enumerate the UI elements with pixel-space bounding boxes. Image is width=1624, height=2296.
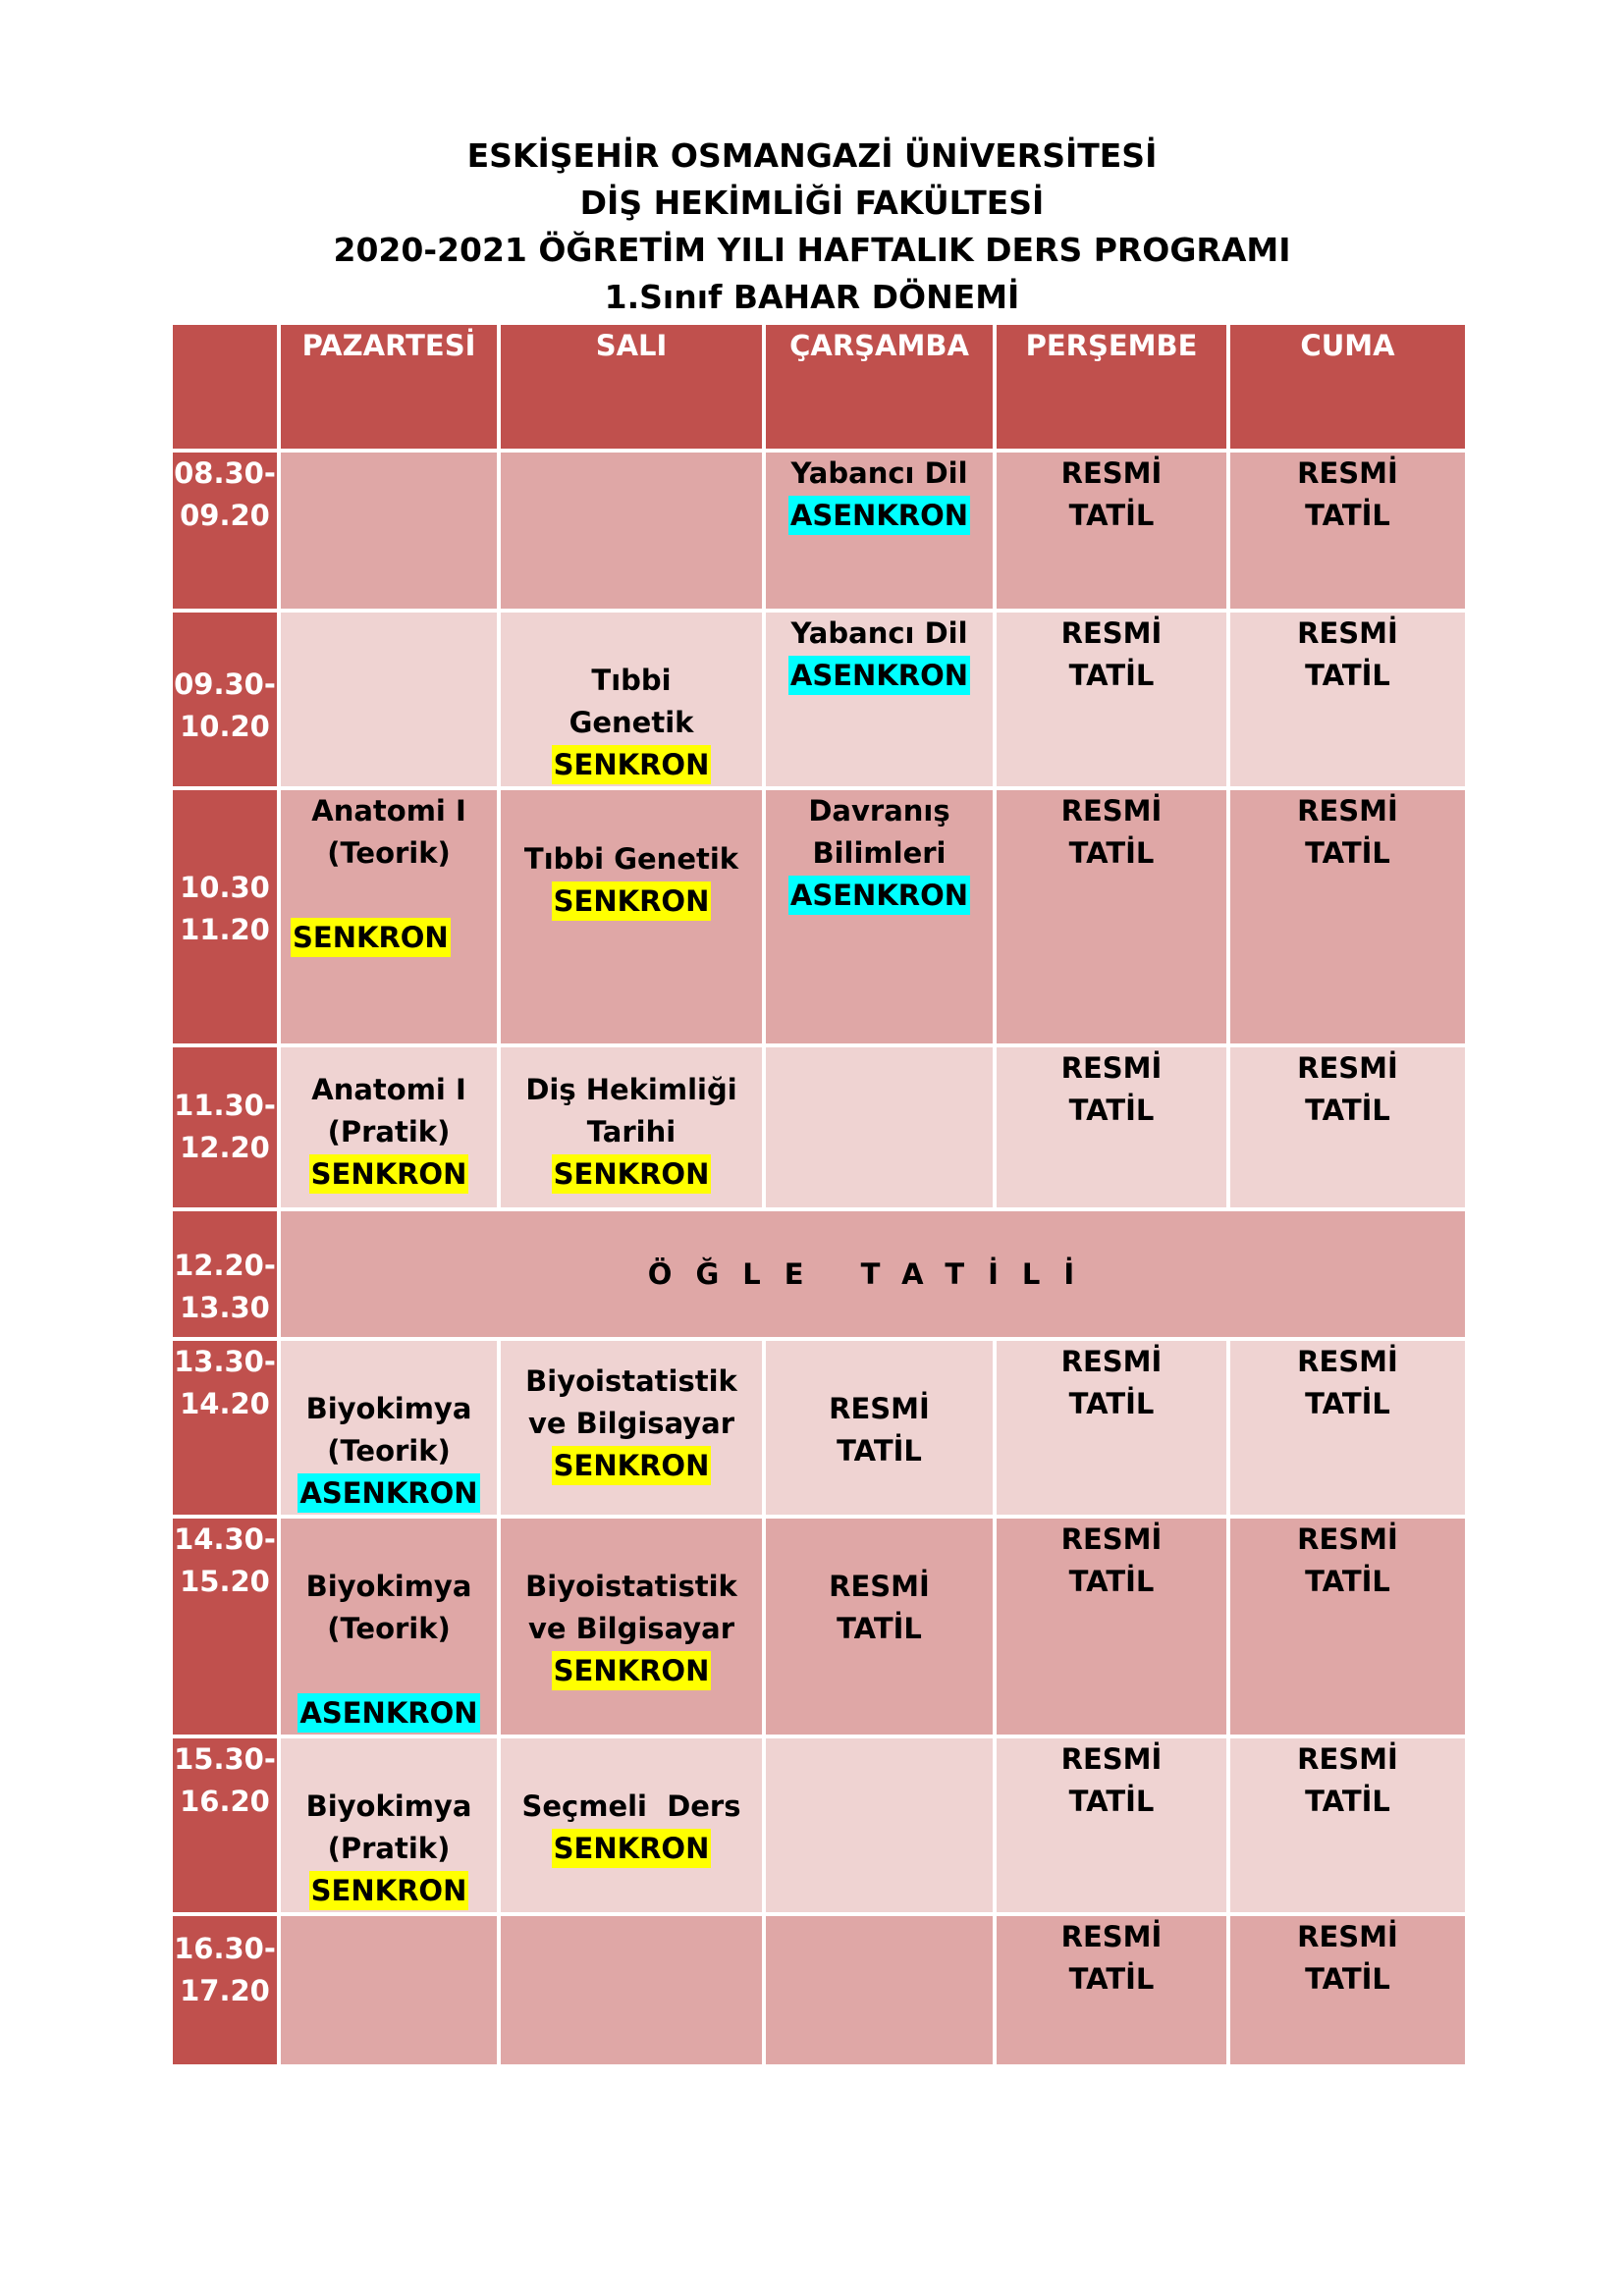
schedule-cell-empty bbox=[279, 1914, 499, 2066]
holiday-label: RESMİ bbox=[1060, 1920, 1163, 1953]
holiday-cell bbox=[1228, 788, 1467, 1045]
time-slot-row bbox=[171, 451, 1467, 611]
schedule-cell-empty bbox=[499, 451, 764, 611]
holiday-label: TATİL bbox=[1068, 1962, 1155, 1996]
sync-badge: SENKRON bbox=[552, 1446, 712, 1485]
time-cell bbox=[171, 1339, 279, 1517]
schedule-cell bbox=[499, 1339, 764, 1517]
holiday-cell bbox=[1228, 1914, 1467, 2066]
schedule-cell-empty bbox=[279, 451, 499, 611]
sync-badge: SENKRON bbox=[552, 745, 712, 784]
holiday-label: RESMİ bbox=[1060, 1051, 1163, 1085]
course-name: Bilimleri bbox=[812, 836, 947, 870]
course-name: Tarihi bbox=[586, 1115, 677, 1148]
holiday-label: RESMİ bbox=[1297, 456, 1398, 490]
time-start: 08.30- bbox=[174, 456, 276, 490]
holiday-cell bbox=[995, 1517, 1228, 1736]
time-slot-row bbox=[171, 1045, 1467, 1209]
holiday-cell bbox=[764, 1517, 995, 1736]
day-header-monday: PAZARTESİ bbox=[279, 323, 499, 451]
holiday-label: RESMİ bbox=[1297, 1051, 1398, 1085]
course-name: Anatomi I bbox=[311, 1073, 466, 1106]
holiday-cell bbox=[995, 1339, 1228, 1517]
course-type: (Pratik) bbox=[327, 1115, 451, 1148]
time-cell bbox=[171, 611, 279, 788]
day-header-wednesday: ÇARŞAMBA bbox=[764, 323, 995, 451]
sync-badge: SENKRON bbox=[552, 1829, 712, 1868]
time-end: 15.20 bbox=[180, 1565, 270, 1598]
time-cell bbox=[171, 1045, 279, 1209]
time-start: 12.20- bbox=[174, 1249, 276, 1282]
sync-badge: SENKRON bbox=[309, 1154, 469, 1194]
day-header-row bbox=[171, 323, 1467, 451]
holiday-cell bbox=[995, 1914, 1228, 2066]
schedule-cell bbox=[279, 1045, 499, 1209]
holiday-cell bbox=[1228, 611, 1467, 788]
course-name: Anatomi I bbox=[311, 794, 466, 828]
lunch-row bbox=[171, 1209, 1467, 1339]
schedule-cell bbox=[499, 1517, 764, 1736]
holiday-label: TATİL bbox=[1068, 1785, 1155, 1818]
sync-badge: SENKRON bbox=[552, 1651, 712, 1690]
faculty-name: DİŞ HEKİMLİĞİ FAKÜLTESİ bbox=[579, 184, 1045, 222]
course-type: (Teorik) bbox=[327, 1612, 451, 1645]
holiday-label: RESMİ bbox=[1060, 1742, 1163, 1776]
course-type: (Pratik) bbox=[327, 1832, 451, 1865]
course-name: Biyokimya bbox=[305, 1789, 472, 1823]
time-slot-row bbox=[171, 1517, 1467, 1736]
schedule-cell bbox=[279, 1339, 499, 1517]
holiday-cell bbox=[995, 788, 1228, 1045]
day-header-thursday: PERŞEMBE bbox=[995, 323, 1228, 451]
time-start: 13.30- bbox=[174, 1345, 276, 1378]
holiday-label: TATİL bbox=[1068, 1094, 1155, 1127]
course-name: Yabancı Dil bbox=[790, 616, 968, 650]
schedule-cell-empty bbox=[764, 1736, 995, 1914]
holiday-label: RESMİ bbox=[1297, 1920, 1398, 1953]
schedule-cell bbox=[499, 611, 764, 788]
holiday-cell bbox=[1228, 1736, 1467, 1914]
corner-cell bbox=[171, 323, 279, 451]
time-slot-row bbox=[171, 1736, 1467, 1914]
holiday-label: TATİL bbox=[1068, 659, 1155, 692]
time-start: 09.30- bbox=[174, 667, 276, 701]
schedule-cell bbox=[764, 611, 995, 788]
holiday-label: RESMİ bbox=[1297, 794, 1398, 828]
holiday-label: RESMİ bbox=[1060, 1345, 1163, 1378]
schedule-cell-empty bbox=[499, 1914, 764, 2066]
time-start: 14.30- bbox=[174, 1522, 276, 1556]
async-badge: ASENKRON bbox=[788, 876, 970, 915]
time-cell bbox=[171, 451, 279, 611]
course-type: (Teorik) bbox=[327, 836, 451, 870]
university-name: ESKİŞEHİR OSMANGAZİ ÜNİVERSİTESİ bbox=[466, 136, 1158, 175]
async-badge: ASENKRON bbox=[298, 1693, 479, 1733]
holiday-label: TATİL bbox=[1305, 1094, 1390, 1127]
time-end: 10.20 bbox=[180, 710, 270, 743]
course-name: Yabancı Dil bbox=[790, 456, 968, 490]
holiday-label: RESMİ bbox=[829, 1570, 930, 1603]
holiday-label: TATİL bbox=[1305, 1785, 1390, 1818]
holiday-cell bbox=[995, 611, 1228, 788]
async-badge: ASENKRON bbox=[788, 496, 970, 535]
async-badge: ASENKRON bbox=[298, 1473, 479, 1513]
holiday-label: RESMİ bbox=[1060, 456, 1163, 490]
schedule-cell bbox=[279, 1736, 499, 1914]
time-end: 09.20 bbox=[180, 499, 270, 532]
schedule-cell bbox=[764, 788, 995, 1045]
time-end: 17.20 bbox=[180, 1974, 270, 2007]
holiday-label: RESMİ bbox=[1297, 1345, 1398, 1378]
weekly-schedule-table bbox=[169, 321, 1469, 2068]
time-cell bbox=[171, 1517, 279, 1736]
holiday-cell bbox=[995, 1736, 1228, 1914]
holiday-label: TATİL bbox=[1305, 659, 1390, 692]
time-start: 15.30- bbox=[174, 1742, 276, 1776]
schedule-cell-empty bbox=[764, 1914, 995, 2066]
time-cell bbox=[171, 1914, 279, 2066]
time-end: 13.30 bbox=[180, 1291, 270, 1324]
document-title bbox=[0, 133, 1624, 321]
holiday-label: TATİL bbox=[1068, 1565, 1155, 1598]
holiday-label: RESMİ bbox=[1060, 1522, 1163, 1556]
day-header-tuesday: SALI bbox=[499, 323, 764, 451]
course-name: Biyoistatistik bbox=[525, 1364, 737, 1398]
holiday-cell bbox=[764, 1339, 995, 1517]
holiday-label: TATİL bbox=[837, 1434, 922, 1468]
program-title: 2020-2021 ÖĞRETİM YILI HAFTALIK DERS PROGRAMI bbox=[333, 231, 1291, 269]
course-name: Genetik bbox=[568, 706, 694, 739]
holiday-label: TATİL bbox=[1305, 1962, 1390, 1996]
holiday-cell bbox=[1228, 1045, 1467, 1209]
time-end: 11.20 bbox=[180, 913, 270, 946]
schedule-cell bbox=[499, 1045, 764, 1209]
holiday-label: TATİL bbox=[1305, 499, 1390, 532]
async-badge: ASENKRON bbox=[788, 656, 970, 695]
time-slot-row bbox=[171, 788, 1467, 1045]
holiday-label: RESMİ bbox=[1297, 616, 1398, 650]
holiday-label: RESMİ bbox=[829, 1392, 930, 1425]
holiday-cell bbox=[1228, 1339, 1467, 1517]
sync-badge: SENKRON bbox=[552, 1154, 712, 1194]
holiday-cell bbox=[1228, 451, 1467, 611]
sync-badge: SENKRON bbox=[309, 1871, 469, 1910]
time-start: 10.30 bbox=[180, 871, 270, 904]
time-end: 14.20 bbox=[180, 1387, 270, 1420]
time-cell bbox=[171, 1209, 279, 1339]
term-title: 1.Sınıf BAHAR DÖNEMİ bbox=[604, 278, 1020, 316]
holiday-cell bbox=[1228, 1517, 1467, 1736]
holiday-label: TATİL bbox=[1068, 499, 1155, 532]
time-cell bbox=[171, 1736, 279, 1914]
holiday-label: RESMİ bbox=[1060, 794, 1163, 828]
time-start: 11.30- bbox=[174, 1089, 276, 1122]
holiday-label: RESMİ bbox=[1297, 1522, 1398, 1556]
time-start: 16.30- bbox=[174, 1932, 276, 1965]
time-slot-row bbox=[171, 1914, 1467, 2066]
holiday-label: TATİL bbox=[1305, 1565, 1390, 1598]
course-name: Diş Hekimliği bbox=[525, 1073, 737, 1106]
course-name: Tıbbi bbox=[591, 664, 672, 697]
schedule-cell-empty bbox=[764, 1045, 995, 1209]
course-name: ve Bilgisayar bbox=[527, 1612, 735, 1645]
holiday-cell bbox=[995, 451, 1228, 611]
course-name: Tıbbi Genetik bbox=[523, 842, 739, 876]
day-header-friday: CUMA bbox=[1228, 323, 1467, 451]
time-slot-row bbox=[171, 611, 1467, 788]
holiday-label: RESMİ bbox=[1297, 1742, 1398, 1776]
lunch-break-banner: ÖĞLE TATİLİ bbox=[279, 1209, 1467, 1339]
holiday-label: TATİL bbox=[837, 1612, 922, 1645]
holiday-cell bbox=[995, 1045, 1228, 1209]
course-name: Biyokimya bbox=[305, 1392, 472, 1425]
sync-badge: SENKRON bbox=[291, 918, 451, 957]
holiday-label: TATİL bbox=[1068, 1387, 1155, 1420]
holiday-label: TATİL bbox=[1068, 836, 1155, 870]
course-name: Biyoistatistik bbox=[525, 1570, 737, 1603]
time-slot-row bbox=[171, 1339, 1467, 1517]
course-name: Biyokimya bbox=[305, 1570, 472, 1603]
course-name: Seçmeli Ders bbox=[521, 1789, 741, 1823]
time-end: 16.20 bbox=[180, 1785, 270, 1818]
schedule-cell bbox=[499, 788, 764, 1045]
schedule-cell bbox=[499, 1736, 764, 1914]
time-cell bbox=[171, 788, 279, 1045]
holiday-label: RESMİ bbox=[1060, 616, 1163, 650]
schedule-cell bbox=[279, 788, 499, 1045]
holiday-label: TATİL bbox=[1305, 1387, 1390, 1420]
time-end: 12.20 bbox=[180, 1131, 270, 1164]
holiday-label: TATİL bbox=[1305, 836, 1390, 870]
course-name: ve Bilgisayar bbox=[527, 1407, 735, 1440]
course-type: (Teorik) bbox=[327, 1434, 451, 1468]
sync-badge: SENKRON bbox=[552, 881, 712, 921]
schedule-cell bbox=[279, 1517, 499, 1736]
schedule-cell-empty bbox=[279, 611, 499, 788]
schedule-cell bbox=[764, 451, 995, 611]
course-name: Davranış bbox=[808, 794, 950, 828]
